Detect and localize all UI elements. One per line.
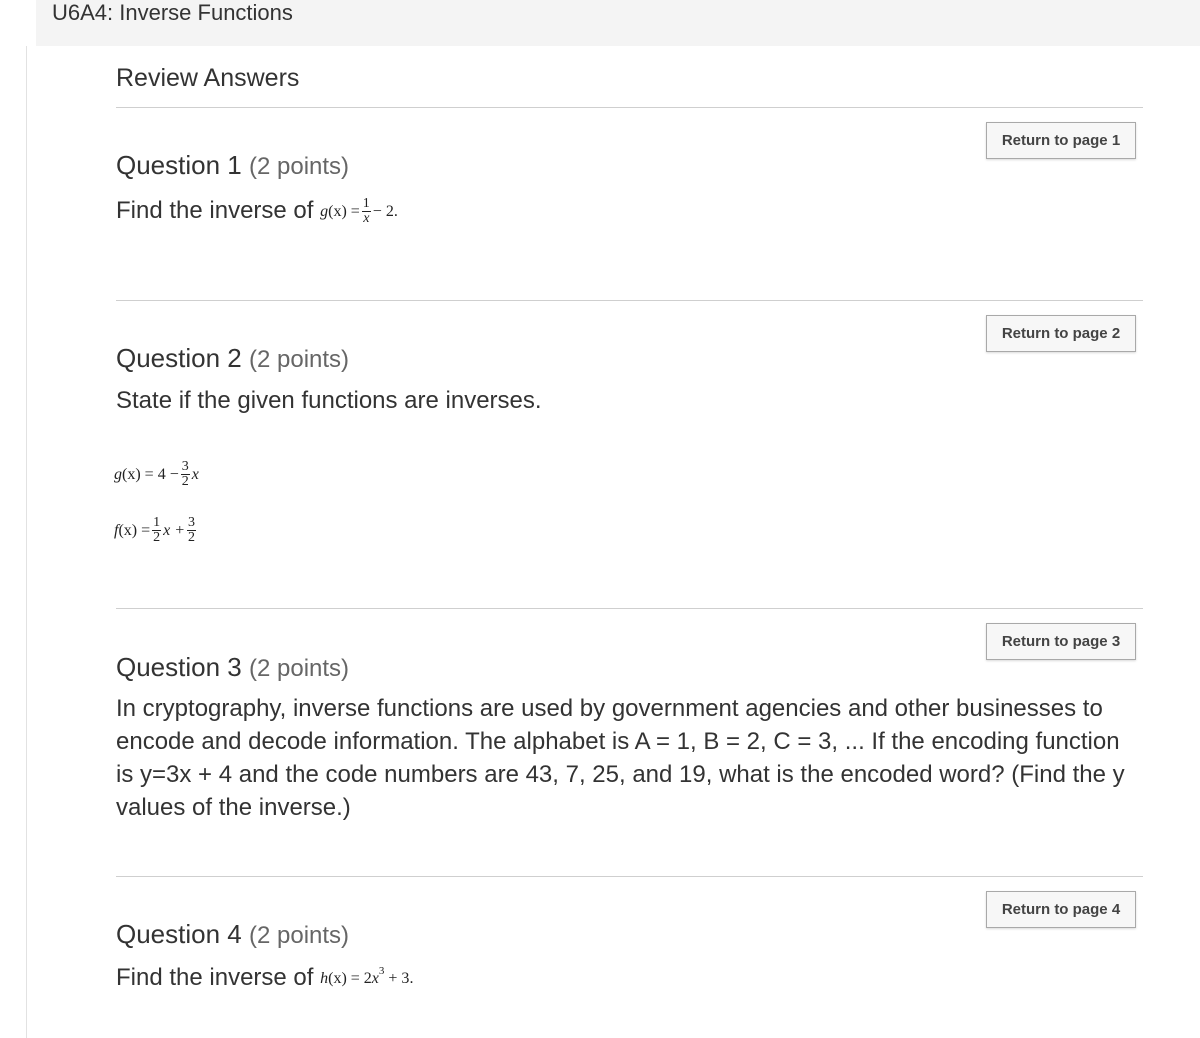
question-points: (2 points)	[248, 153, 350, 180]
math-fn-name: h	[320, 970, 329, 988]
left-divider	[26, 46, 27, 1038]
frac-den: x	[363, 211, 370, 227]
return-to-page-4-button[interactable]: Return to page 4	[986, 891, 1136, 928]
return-to-page-3-button[interactable]: Return to page 3	[986, 623, 1136, 660]
question-4-title	[116, 919, 349, 950]
math-rest: + 3	[388, 970, 410, 988]
frac-num: 3	[181, 459, 189, 474]
separator	[116, 107, 1143, 108]
question-prompt: Find the inverse of	[116, 964, 314, 991]
question-number: Question 2	[116, 343, 242, 373]
question-2-title	[116, 343, 349, 374]
math-var: x	[371, 970, 379, 988]
equation-g	[114, 460, 199, 489]
equation-f	[114, 516, 198, 545]
return-to-page-1-button[interactable]: Return to page 1	[986, 122, 1136, 159]
frac-num: 1	[153, 515, 161, 530]
question-1-title	[116, 150, 349, 181]
math-arg: (x)	[118, 521, 138, 539]
math-fn-name: f	[114, 521, 119, 539]
question-number: Question 4	[116, 919, 242, 949]
math-arg: (x)	[328, 203, 347, 221]
math-arg: (x)	[122, 465, 141, 483]
question-points: (2 points)	[248, 922, 350, 949]
math-eq: =	[350, 970, 360, 988]
math-expression	[320, 195, 398, 228]
math-fraction	[181, 460, 190, 489]
frac-den: 2	[181, 474, 189, 489]
question-3-title	[116, 652, 349, 683]
question-number: Question 1	[116, 150, 242, 180]
math-end: .	[409, 970, 414, 988]
math-arg: (x)	[328, 970, 347, 988]
math-eq: =	[144, 465, 154, 483]
math-fn-name: g	[320, 203, 329, 221]
question-4-text	[116, 961, 413, 995]
question-points: (2 points)	[248, 346, 350, 373]
separator	[116, 300, 1143, 301]
math-fraction	[152, 516, 161, 545]
math-exponent: 3	[378, 965, 385, 978]
math-fraction	[362, 197, 371, 226]
math-term: x +	[163, 521, 186, 539]
assignment-title: U6A4: Inverse Functions	[52, 0, 293, 25]
question-prompt: Find the inverse of	[116, 197, 314, 224]
math-term: 4 −	[157, 465, 179, 483]
math-fn-name: g	[114, 465, 122, 483]
math-var: x	[191, 465, 199, 483]
review-answers-heading: Review Answers	[116, 64, 300, 92]
frac-num: 1	[362, 196, 370, 212]
return-to-page-2-button[interactable]: Return to page 2	[986, 315, 1136, 352]
separator	[116, 608, 1143, 609]
question-2-text: State if the given functions are inverses.	[116, 387, 542, 414]
frac-den: 2	[188, 530, 196, 545]
frac-den: 2	[153, 530, 161, 545]
frac-num: 3	[188, 515, 196, 530]
math-end: .	[393, 203, 398, 221]
math-coef: 2	[363, 970, 372, 988]
math-eq: =	[350, 203, 360, 221]
question-points: (2 points)	[248, 655, 350, 682]
math-expression	[320, 962, 413, 995]
question-1-text	[116, 194, 398, 228]
math-fraction	[187, 516, 196, 545]
math-eq: =	[141, 521, 151, 539]
separator	[116, 876, 1143, 877]
math-rest: − 2	[372, 203, 394, 221]
question-number: Question 3	[116, 652, 242, 682]
question-3-text: In cryptography, inverse functions are used by government agencies and other businesses to encode and decode information. The alphabet is A = 1, B = 2, C = 3, ... If the encoding function is y=3x + 4 and the code numbers are 43, 7, 25, and 19, what is the encoded word? (Find the y values of the inverse.)	[116, 695, 1125, 821]
